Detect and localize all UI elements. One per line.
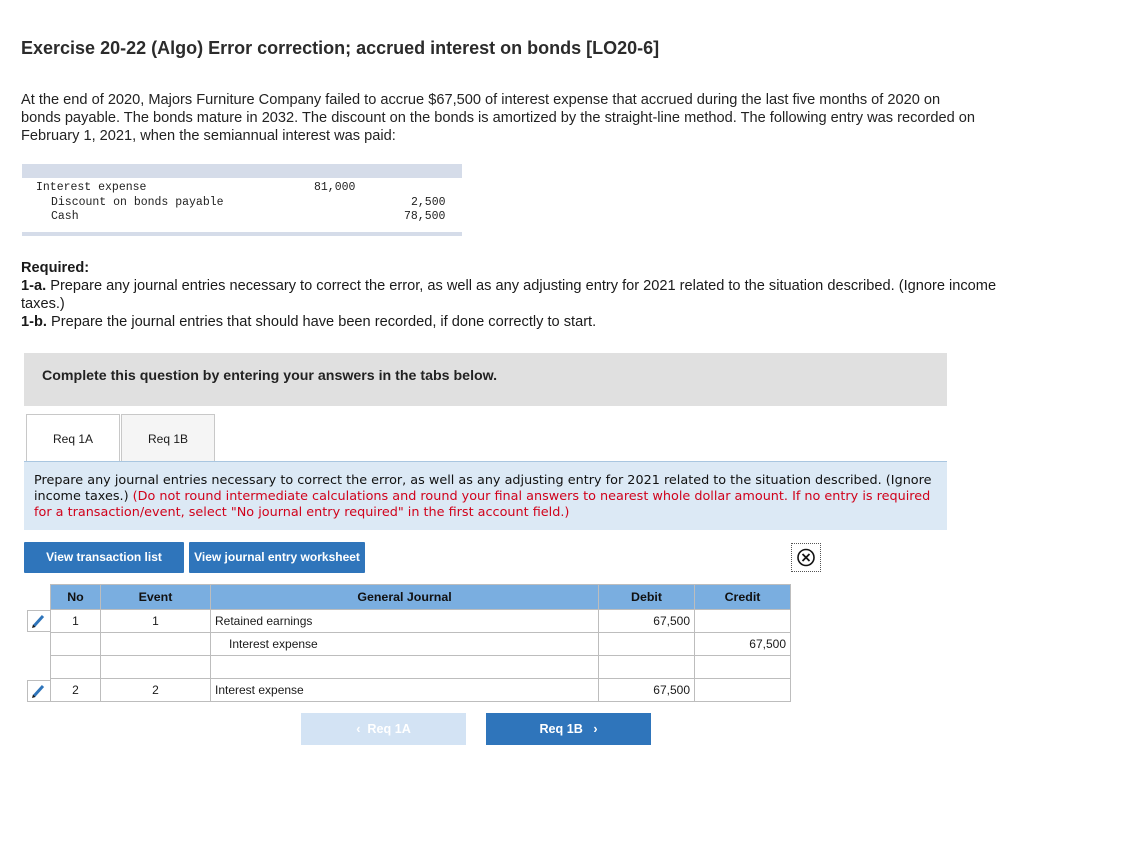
- view-journal-entry-worksheet-button[interactable]: View journal entry worksheet: [189, 542, 365, 573]
- cell-no: 2: [51, 679, 101, 702]
- general-journal-table: [50, 584, 791, 702]
- required-item-1a: 1-a. Prepare any journal entries necessary to correct the error, as well as any adjusting entry for 2021 related to the situation described. (Ignore income taxes.): [21, 278, 997, 312]
- table-header-row: [51, 585, 791, 610]
- edit-entry-1-button[interactable]: [27, 610, 51, 632]
- cell-account[interactable]: Retained earnings: [211, 610, 599, 633]
- cell-debit[interactable]: 67,500: [599, 679, 695, 702]
- given-credit: 78,500: [404, 210, 446, 223]
- col-header-no: No: [51, 585, 101, 610]
- chevron-right-icon: ›: [582, 722, 598, 736]
- col-header-event: Event: [101, 585, 211, 610]
- cell-credit[interactable]: [695, 679, 791, 702]
- given-debit: 81,000: [314, 181, 356, 194]
- table-row: [51, 633, 791, 656]
- exercise-title: Exercise 20-22 (Algo) Error correction; accrued interest on bonds [LO20-6]: [21, 38, 660, 58]
- next-tab-label: Req 1B: [539, 722, 583, 736]
- cell-debit[interactable]: [599, 633, 695, 656]
- given-journal-entry: [22, 164, 462, 236]
- required-heading: Required:: [21, 260, 90, 276]
- cell-debit[interactable]: [599, 656, 695, 679]
- table-row: [51, 656, 791, 679]
- cell-account[interactable]: Interest expense: [211, 679, 599, 702]
- given-account: Discount on bonds payable: [51, 196, 224, 209]
- chevron-left-icon: ‹: [356, 722, 368, 736]
- col-header-debit: Debit: [599, 585, 695, 610]
- banner-text: Complete this question by entering your answers in the tabs below.: [42, 368, 498, 384]
- cell-event: 2: [101, 679, 211, 702]
- cell-no: 1: [51, 610, 101, 633]
- given-entry-bottom-bar: [22, 232, 462, 236]
- col-header-credit: Credit: [695, 585, 791, 610]
- cell-account[interactable]: [211, 656, 599, 679]
- pencil-icon: [28, 611, 50, 631]
- next-tab-button[interactable]: [486, 713, 651, 745]
- cell-event: [101, 633, 211, 656]
- table-row: [51, 610, 791, 633]
- pencil-icon: [28, 681, 50, 701]
- problem-intro: At the end of 2020, Majors Furniture Company failed to accrue $67,500 of interest expense that accrued during the last five months of 2020 on bonds payable. The bonds mature in 2032. The discount on the bonds is amortized by the straight-line method. The following entry was recorded on February 1, 2021, when the semiannual interest was paid:: [21, 92, 976, 144]
- required-list: [21, 277, 1021, 331]
- col-header-general-journal: General Journal: [211, 585, 599, 610]
- cell-event: 1: [101, 610, 211, 633]
- instruction-main: Prepare any journal entries necessary to correct the error, as well as any adjusting entry for 2021 related to the situation described. (Ignore income taxes.): [34, 473, 932, 504]
- tab-req-1a[interactable]: Req 1A: [26, 414, 120, 462]
- close-circle-icon: [792, 544, 820, 571]
- table-row: [51, 679, 791, 702]
- given-entry-top-bar: [22, 164, 462, 178]
- cell-event: [101, 656, 211, 679]
- cell-no: [51, 656, 101, 679]
- cell-credit[interactable]: [695, 656, 791, 679]
- tab-req-1b[interactable]: Req 1B: [121, 414, 215, 461]
- prev-tab-label: Req 1A: [367, 722, 411, 736]
- prev-tab-button[interactable]: [301, 713, 466, 745]
- cell-credit[interactable]: 67,500: [695, 633, 791, 656]
- instruction-note: (Do not round intermediate calculations and round your final answers to nearest whole dollar amount. If no entry is required for a transaction/event, select "No journal entry required" in the first account field.): [34, 489, 931, 520]
- instructions-banner: [24, 353, 947, 406]
- cell-credit[interactable]: [695, 610, 791, 633]
- given-account: Cash: [51, 210, 79, 223]
- given-account: Interest expense: [36, 181, 147, 194]
- cell-account[interactable]: Interest expense: [211, 633, 599, 656]
- clear-entries-button[interactable]: [791, 543, 821, 572]
- given-credit: 2,500: [411, 196, 446, 209]
- edit-entry-2-button[interactable]: [27, 680, 51, 702]
- tab-instructions: [24, 461, 947, 530]
- cell-no: [51, 633, 101, 656]
- view-transaction-list-button[interactable]: View transaction list: [24, 542, 184, 573]
- required-item-1b: 1-b. Prepare the journal entries that should have been recorded, if done correctly to start.: [21, 314, 597, 330]
- cell-debit[interactable]: 67,500: [599, 610, 695, 633]
